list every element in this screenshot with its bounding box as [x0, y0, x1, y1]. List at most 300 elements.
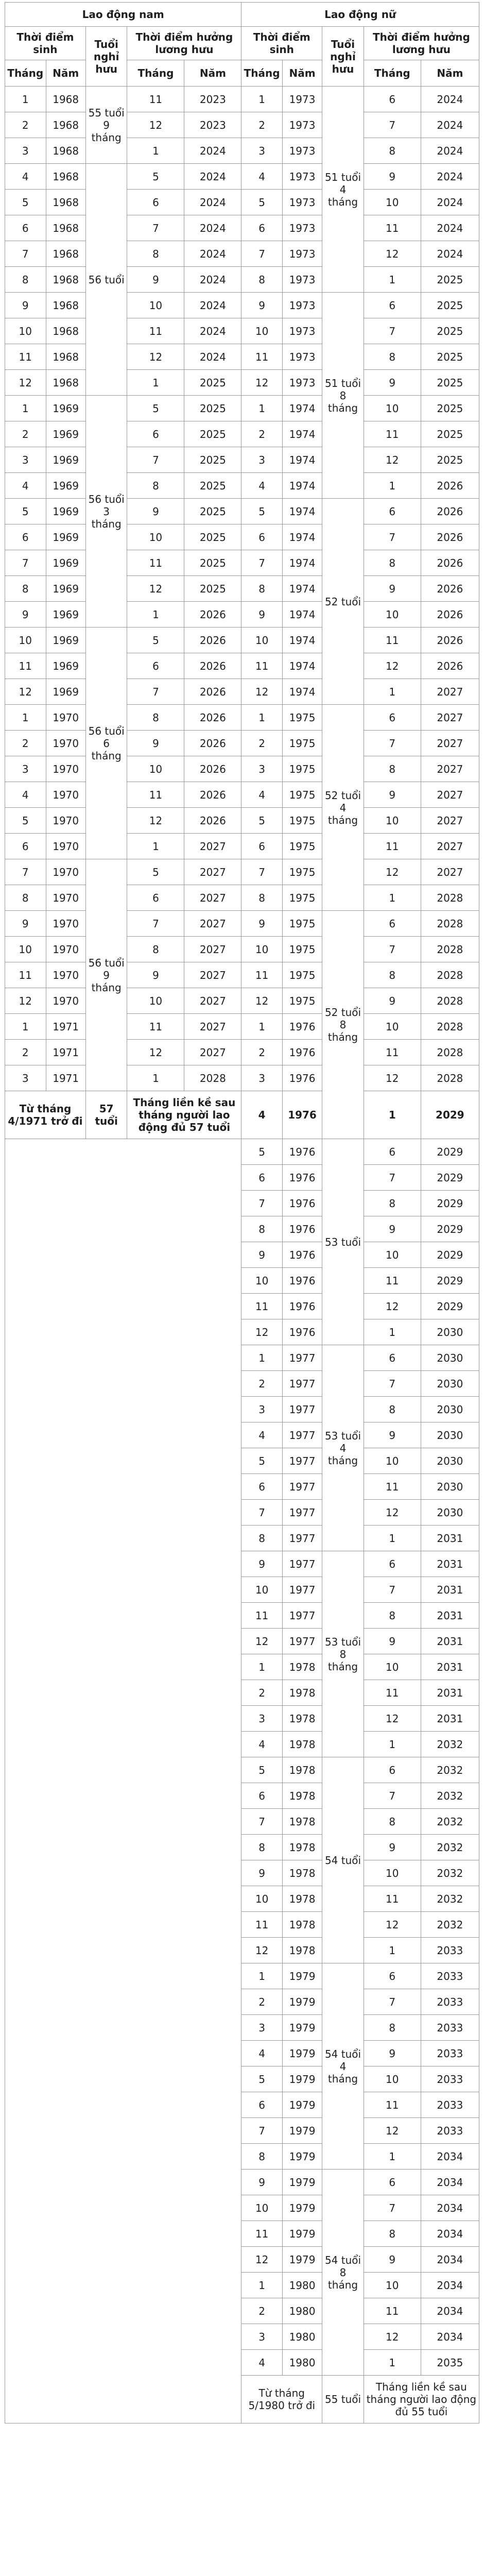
- female-pension-month: 6: [364, 293, 421, 318]
- female-pension-header: Thời điểm hưởng lương hưu: [364, 27, 479, 60]
- female-pension-year: 2026: [421, 628, 479, 653]
- female-pension-month: 10: [364, 2273, 421, 2298]
- female-pension-month: 12: [364, 1500, 421, 1526]
- male-birth-year: 1968: [46, 138, 85, 164]
- female-birth-month: 4: [241, 164, 283, 190]
- female-pension-year: 2029: [421, 1242, 479, 1268]
- table-row: [5, 318, 479, 344]
- female-birth-month: 1: [241, 87, 283, 112]
- female-birth-year: 1973: [282, 267, 322, 293]
- female-birth-month: 11: [241, 653, 283, 679]
- female-birth-month: 11: [241, 1603, 283, 1629]
- male-birth-month: 10: [5, 318, 46, 344]
- female-pension-month: 6: [364, 2170, 421, 2195]
- table-row: [5, 447, 479, 473]
- male-birth-year: 1969: [46, 447, 85, 473]
- female-pension-month: 7: [364, 112, 421, 138]
- female-birth-year: 1980: [282, 2298, 322, 2324]
- female-birth-header: Thời điểm sinh: [241, 27, 322, 60]
- female-birth-year: 1973: [282, 190, 322, 215]
- female-retire-age: 51 tuổi 4 tháng: [322, 87, 364, 293]
- female-birth-year: 1978: [282, 1835, 322, 1860]
- male-birth-month: 8: [5, 267, 46, 293]
- male-birth-month: 1: [5, 705, 46, 731]
- female-birth-year: 1979: [282, 2118, 322, 2144]
- female-pension-year: 2034: [421, 2144, 479, 2170]
- female-pension-year: 2029: [421, 1091, 479, 1139]
- female-pension-month: 8: [364, 1809, 421, 1835]
- male-pension-month: 7: [127, 911, 184, 937]
- female-pension-month: 9: [364, 370, 421, 396]
- male-empty-area: [5, 1139, 241, 2424]
- female-pension-month: 7: [364, 731, 421, 756]
- female-birth-year: 1978: [282, 1783, 322, 1809]
- female-birth-year: 1973: [282, 87, 322, 112]
- female-pension-month: 11: [364, 421, 421, 447]
- female-pension-month: 7: [364, 1371, 421, 1397]
- male-pension-year: 2026: [184, 653, 241, 679]
- female-pension-month: 1: [364, 267, 421, 293]
- female-pension-month: 12: [364, 2118, 421, 2144]
- male-birth-month: 9: [5, 602, 46, 628]
- female-pension-month: 11: [364, 1040, 421, 1065]
- female-birth-month: 6: [241, 1474, 283, 1500]
- male-birth-year: 1970: [46, 808, 85, 834]
- male-birth-month: 7: [5, 241, 46, 267]
- male-pension-year: 2026: [184, 782, 241, 808]
- table-body: [5, 87, 479, 2424]
- female-pension-year: 2024: [421, 87, 479, 112]
- male-birth-header: Thời điểm sinh: [5, 27, 86, 60]
- female-birth-month: 10: [241, 1886, 283, 1912]
- male-birth-month: 9: [5, 293, 46, 318]
- female-birth-month: 1: [241, 1014, 283, 1040]
- female-birth-month: 9: [241, 602, 283, 628]
- female-birth-year: 1974: [282, 524, 322, 550]
- female-pension-year: 2032: [421, 1809, 479, 1835]
- female-birth-month: 9: [241, 1551, 283, 1577]
- female-pension-year: 2030: [421, 1319, 479, 1345]
- female-birth-year: 1976: [282, 1216, 322, 1242]
- female-pension-month: 11: [364, 2298, 421, 2324]
- female-pension-year: 2028: [421, 988, 479, 1014]
- male-birth-month: 4: [5, 164, 46, 190]
- table-row: [5, 396, 479, 421]
- female-pension-year: 2030: [421, 1474, 479, 1500]
- female-pension-month: 8: [364, 550, 421, 576]
- male-birth-month: 5: [5, 808, 46, 834]
- female-pension-month: 8: [364, 2221, 421, 2247]
- female-pension-year: 2034: [421, 2221, 479, 2247]
- female-birth-month: 4: [241, 2041, 283, 2066]
- female-pension-month: 8: [364, 1191, 421, 1216]
- female-pension-year: 2030: [421, 1500, 479, 1526]
- female-birth-year-header: Năm: [282, 60, 322, 87]
- male-birth-year: 1971: [46, 1040, 85, 1065]
- male-pension-month: 7: [127, 215, 184, 241]
- male-birth-year: 1969: [46, 679, 85, 705]
- male-retire-age: 56 tuổi 9 tháng: [85, 859, 127, 1091]
- female-pension-year: 2025: [421, 370, 479, 396]
- female-birth-year: 1973: [282, 138, 322, 164]
- female-pension-year: 2025: [421, 318, 479, 344]
- table-row: [5, 190, 479, 215]
- female-birth-year: 1979: [282, 1963, 322, 1989]
- female-birth-year: 1975: [282, 808, 322, 834]
- female-birth-month: 10: [241, 1577, 283, 1603]
- female-birth-year: 1979: [282, 2221, 322, 2247]
- female-birth-month: 7: [241, 1500, 283, 1526]
- male-birth-year: 1969: [46, 576, 85, 602]
- female-pension-month: 10: [364, 396, 421, 421]
- female-pension-month: 6: [364, 1963, 421, 1989]
- female-birth-month: 1: [241, 1654, 283, 1680]
- female-birth-month: 7: [241, 1809, 283, 1835]
- female-birth-month: 7: [241, 2118, 283, 2144]
- male-retire-age: 56 tuổi 3 tháng: [85, 396, 127, 628]
- female-pension-month: 11: [364, 1474, 421, 1500]
- male-pension-year: 2025: [184, 421, 241, 447]
- male-birth-year: 1968: [46, 215, 85, 241]
- male-birth-year: 1968: [46, 318, 85, 344]
- female-birth-year: 1976: [282, 1139, 322, 1165]
- male-pension-month: 9: [127, 962, 184, 988]
- male-pension-month: 7: [127, 447, 184, 473]
- female-birth-month: 12: [241, 679, 283, 705]
- female-pension-year: 2033: [421, 2092, 479, 2118]
- female-pension-month: 7: [364, 1577, 421, 1603]
- female-pension-year: 2033: [421, 1938, 479, 1963]
- female-pension-month: 1: [364, 1526, 421, 1551]
- female-pension-year: 2031: [421, 1629, 479, 1654]
- female-birth-month: 1: [241, 705, 283, 731]
- female-pension-month: 7: [364, 1783, 421, 1809]
- male-pension-year: 2028: [184, 1065, 241, 1091]
- female-birth-month: 8: [241, 1526, 283, 1551]
- female-pension-month: 10: [364, 190, 421, 215]
- female-birth-month: 2: [241, 1040, 283, 1065]
- table-row: [5, 1014, 479, 1040]
- male-pension-month: 5: [127, 164, 184, 190]
- female-pension-year: 2028: [421, 911, 479, 937]
- male-birth-month: 5: [5, 499, 46, 524]
- male-pension-month: 1: [127, 1065, 184, 1091]
- female-birth-month: 3: [241, 447, 283, 473]
- male-pension-year: 2027: [184, 859, 241, 885]
- female-birth-month-header: Tháng: [241, 60, 283, 87]
- female-birth-year: 1977: [282, 1345, 322, 1371]
- female-birth-month: 3: [241, 756, 283, 782]
- male-pension-month: 8: [127, 705, 184, 731]
- male-last-age: 57 tuổi: [85, 1091, 127, 1139]
- table-row: [5, 370, 479, 396]
- male-pension-year: 2025: [184, 499, 241, 524]
- female-pension-month: 11: [364, 834, 421, 859]
- female-pension-year: 2034: [421, 2195, 479, 2221]
- male-pension-month: 9: [127, 267, 184, 293]
- male-pension-month: 10: [127, 293, 184, 318]
- female-birth-year: 1973: [282, 293, 322, 318]
- male-pension-year: 2025: [184, 447, 241, 473]
- female-pension-month: 10: [364, 1242, 421, 1268]
- female-pension-month: 9: [364, 1835, 421, 1860]
- female-birth-year: 1978: [282, 1886, 322, 1912]
- female-birth-year: 1976: [282, 1065, 322, 1091]
- female-birth-month: 3: [241, 138, 283, 164]
- female-birth-year: 1975: [282, 962, 322, 988]
- table-row: [5, 1040, 479, 1065]
- male-birth-month: 4: [5, 473, 46, 499]
- female-birth-year: 1979: [282, 2195, 322, 2221]
- male-pension-month: 11: [127, 550, 184, 576]
- female-birth-year: 1976: [282, 1165, 322, 1191]
- table-row: [5, 782, 479, 808]
- table-row: [5, 1065, 479, 1091]
- female-pension-year: 2035: [421, 2350, 479, 2376]
- female-pension-year: 2031: [421, 1603, 479, 1629]
- female-birth-month: 2: [241, 1371, 283, 1397]
- female-pension-year: 2026: [421, 524, 479, 550]
- female-birth-month: 6: [241, 2092, 283, 2118]
- male-pension-month: 12: [127, 1040, 184, 1065]
- female-birth-year: 1976: [282, 1191, 322, 1216]
- male-pension-year: 2024: [184, 215, 241, 241]
- male-pension-year: 2026: [184, 756, 241, 782]
- female-pension-month: 1: [364, 1091, 421, 1139]
- female-birth-month: 11: [241, 1294, 283, 1319]
- female-birth-month: 1: [241, 1345, 283, 1371]
- female-birth-month: 5: [241, 1139, 283, 1165]
- female-pension-month: 11: [364, 1268, 421, 1294]
- female-pension-year-header: Năm: [421, 60, 479, 87]
- female-birth-month: 6: [241, 524, 283, 550]
- female-birth-month: 9: [241, 2170, 283, 2195]
- female-pension-year: 2028: [421, 1014, 479, 1040]
- male-birth-month: 3: [5, 756, 46, 782]
- male-pension-year: 2025: [184, 576, 241, 602]
- male-pension-month: 8: [127, 241, 184, 267]
- female-pension-month: 10: [364, 1014, 421, 1040]
- female-birth-month: 4: [241, 473, 283, 499]
- female-birth-year: 1979: [282, 2041, 322, 2066]
- female-birth-month: 5: [241, 1448, 283, 1474]
- male-pension-year: 2026: [184, 679, 241, 705]
- female-birth-month: 8: [241, 576, 283, 602]
- female-pension-year: 2024: [421, 138, 479, 164]
- female-birth-year: 1978: [282, 1809, 322, 1835]
- female-pension-month: 7: [364, 318, 421, 344]
- female-pension-year: 2027: [421, 834, 479, 859]
- female-birth-month: 8: [241, 885, 283, 911]
- female-pension-year: 2025: [421, 447, 479, 473]
- male-pension-month: 10: [127, 988, 184, 1014]
- female-birth-year: 1974: [282, 679, 322, 705]
- female-birth-year: 1977: [282, 1577, 322, 1603]
- female-pension-month: 12: [364, 653, 421, 679]
- male-birth-month: 12: [5, 679, 46, 705]
- male-birth-month: 4: [5, 782, 46, 808]
- female-group-header: Lao động nữ: [241, 3, 479, 27]
- female-birth-month: 12: [241, 1938, 283, 1963]
- male-pension-year: 2026: [184, 731, 241, 756]
- table-row: [5, 421, 479, 447]
- female-pension-month: 1: [364, 1319, 421, 1345]
- male-last-birth: Từ tháng 4/1971 trở đi: [5, 1091, 86, 1139]
- female-pension-year: 2027: [421, 808, 479, 834]
- table-row: [5, 576, 479, 602]
- male-birth-month: 3: [5, 1065, 46, 1091]
- female-pension-year: 2031: [421, 1654, 479, 1680]
- female-pension-month: 8: [364, 138, 421, 164]
- female-birth-year: 1977: [282, 1474, 322, 1500]
- female-birth-year: 1980: [282, 2324, 322, 2350]
- male-pension-month: 11: [127, 87, 184, 112]
- male-pension-year: 2027: [184, 1014, 241, 1040]
- female-age-header: Tuổi nghỉ hưu: [322, 27, 364, 87]
- female-pension-year: 2025: [421, 344, 479, 370]
- female-birth-year: 1977: [282, 1551, 322, 1577]
- female-birth-year: 1977: [282, 1603, 322, 1629]
- male-birth-month: 3: [5, 447, 46, 473]
- male-birth-year: 1970: [46, 859, 85, 885]
- male-pension-month: 6: [127, 190, 184, 215]
- male-pension-year: 2025: [184, 396, 241, 421]
- female-birth-year: 1975: [282, 937, 322, 962]
- table-row: [5, 215, 479, 241]
- female-birth-month: 8: [241, 1216, 283, 1242]
- female-birth-month: 8: [241, 267, 283, 293]
- female-pension-year: 2025: [421, 396, 479, 421]
- female-pension-year: 2034: [421, 2247, 479, 2273]
- female-retire-age: 54 tuổi 4 tháng: [322, 1963, 364, 2170]
- female-birth-year: 1973: [282, 370, 322, 396]
- male-birth-month: 3: [5, 138, 46, 164]
- female-pension-month: 9: [364, 1629, 421, 1654]
- male-birth-year: 1968: [46, 87, 85, 112]
- female-pension-year: 2027: [421, 705, 479, 731]
- female-pension-year: 2029: [421, 1139, 479, 1165]
- male-birth-year-header: Năm: [46, 60, 85, 87]
- table-row: [5, 112, 479, 138]
- male-pension-month: 1: [127, 602, 184, 628]
- female-birth-month: 3: [241, 2015, 283, 2041]
- female-birth-year: 1977: [282, 1500, 322, 1526]
- female-pension-month: 6: [364, 1757, 421, 1783]
- male-pension-year-header: Năm: [184, 60, 241, 87]
- female-birth-month: 12: [241, 988, 283, 1014]
- male-pension-month: 9: [127, 731, 184, 756]
- female-birth-month: 12: [241, 1319, 283, 1345]
- female-pension-month: 7: [364, 1989, 421, 2015]
- female-birth-month: 3: [241, 1706, 283, 1732]
- male-birth-month: 10: [5, 937, 46, 962]
- male-birth-month: 2: [5, 1040, 46, 1065]
- female-pension-year: 2032: [421, 1886, 479, 1912]
- female-birth-year: 1979: [282, 2015, 322, 2041]
- female-pension-year: 2027: [421, 859, 479, 885]
- male-birth-year: 1969: [46, 628, 85, 653]
- male-birth-year: 1968: [46, 241, 85, 267]
- male-pension-year: 2026: [184, 628, 241, 653]
- male-birth-year: 1970: [46, 834, 85, 859]
- female-pension-year: 2024: [421, 112, 479, 138]
- female-pension-month: 12: [364, 447, 421, 473]
- female-pension-year: 2034: [421, 2298, 479, 2324]
- female-retire-age: 52 tuổi 4 tháng: [322, 705, 364, 911]
- female-birth-month: 4: [241, 1091, 283, 1139]
- male-birth-year: 1969: [46, 499, 85, 524]
- female-birth-year: 1977: [282, 1371, 322, 1397]
- female-pension-year: 2032: [421, 1912, 479, 1938]
- female-birth-month: 5: [241, 499, 283, 524]
- male-pension-month: 12: [127, 112, 184, 138]
- male-pension-month: 11: [127, 318, 184, 344]
- female-pension-month: 6: [364, 87, 421, 112]
- table-row: [5, 653, 479, 679]
- female-pension-month: 12: [364, 241, 421, 267]
- table-row: [5, 499, 479, 524]
- male-birth-year: 1968: [46, 370, 85, 396]
- female-birth-month: 6: [241, 215, 283, 241]
- female-pension-year: 2033: [421, 2041, 479, 2066]
- male-pension-month: 8: [127, 937, 184, 962]
- male-pension-year: 2024: [184, 190, 241, 215]
- female-birth-month: 6: [241, 1783, 283, 1809]
- male-birth-month: 11: [5, 653, 46, 679]
- female-birth-year: 1975: [282, 756, 322, 782]
- male-birth-year: 1968: [46, 112, 85, 138]
- female-retire-age: 52 tuổi: [322, 499, 364, 705]
- table-row: [5, 267, 479, 293]
- male-birth-month: 1: [5, 1014, 46, 1040]
- female-pension-month: 11: [364, 628, 421, 653]
- female-birth-year: 1976: [282, 1091, 322, 1139]
- male-birth-year: 1970: [46, 731, 85, 756]
- male-age-header: Tuổi nghỉ hưu: [85, 27, 127, 87]
- female-birth-month: 3: [241, 1065, 283, 1091]
- table-row: [5, 602, 479, 628]
- female-pension-year: 2033: [421, 2015, 479, 2041]
- male-birth-month: 9: [5, 911, 46, 937]
- male-pension-year: 2024: [184, 241, 241, 267]
- female-pension-month: 12: [364, 859, 421, 885]
- female-birth-year: 1975: [282, 988, 322, 1014]
- female-birth-month: 10: [241, 937, 283, 962]
- female-birth-month: 7: [241, 859, 283, 885]
- female-pension-month: 7: [364, 937, 421, 962]
- male-pension-month: 6: [127, 653, 184, 679]
- female-birth-year: 1975: [282, 859, 322, 885]
- female-pension-month: 10: [364, 1860, 421, 1886]
- female-birth-month: 7: [241, 1191, 283, 1216]
- male-pension-year: 2024: [184, 267, 241, 293]
- table-row: [5, 1091, 479, 1139]
- male-pension-year: 2026: [184, 602, 241, 628]
- female-pension-month: 9: [364, 2247, 421, 2273]
- female-pension-month: 1: [364, 2350, 421, 2376]
- male-pension-year: 2027: [184, 885, 241, 911]
- female-pension-year: 2026: [421, 499, 479, 524]
- female-pension-year: 2025: [421, 421, 479, 447]
- female-pension-year: 2025: [421, 267, 479, 293]
- male-birth-year: 1971: [46, 1065, 85, 1091]
- female-birth-month: 11: [241, 2221, 283, 2247]
- female-pension-month: 1: [364, 1938, 421, 1963]
- female-pension-month: 6: [364, 1139, 421, 1165]
- table-row: [5, 344, 479, 370]
- male-birth-year: 1969: [46, 653, 85, 679]
- female-retire-age: 53 tuổi: [322, 1139, 364, 1345]
